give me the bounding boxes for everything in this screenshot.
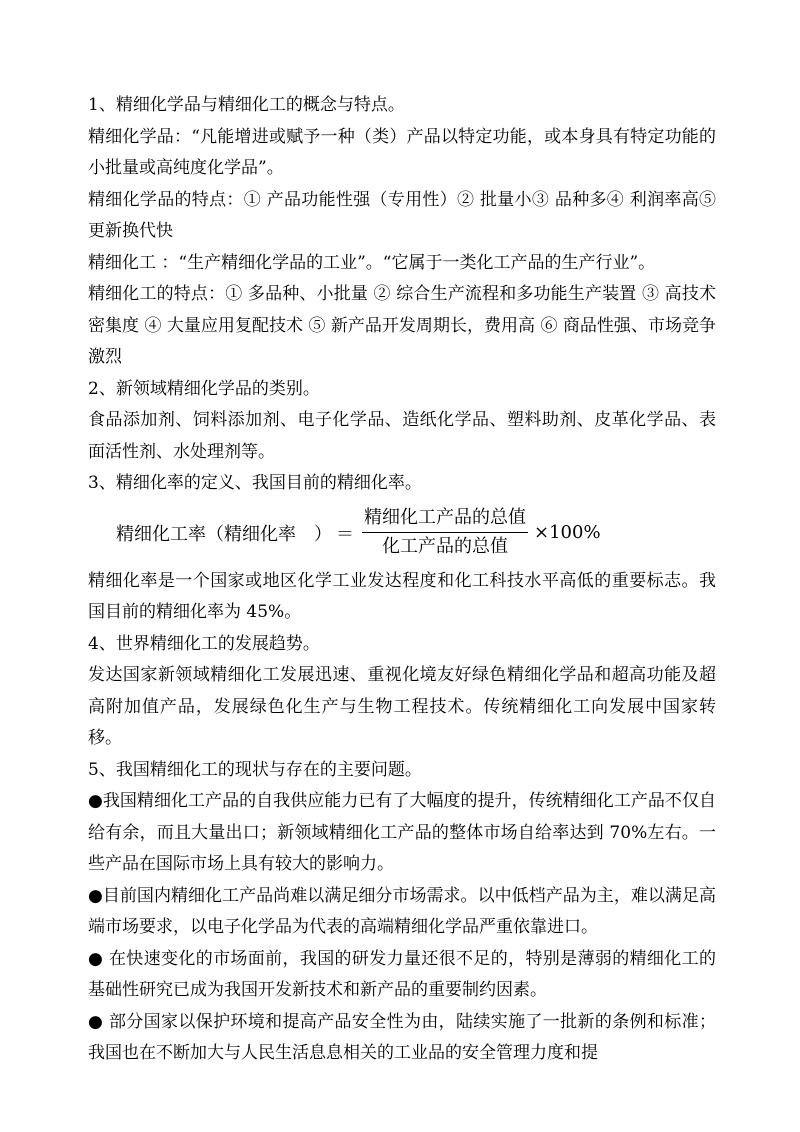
heading-4: 4、世界精细化工的发展趋势。 bbox=[88, 633, 320, 654]
status-bullet-2: ●目前国内精细化工产品尚难以满足细分市场需求。以中低档产品为主，难以满足高端市场要求，以电子化学品为代表的高端精细化学品严重依靠进口。 bbox=[88, 885, 716, 937]
formula-multiplier: ×100% bbox=[534, 522, 601, 543]
status-bullet-4: ● 部分国家以保护环境和提高产品安全性为由，陆续实施了一批新的条例和标准；我国也在不断加大与人民生活息息相关的工业品的安全管理力度和提 bbox=[88, 1011, 716, 1063]
heading-3: 3、精细化率的定义、我国目前的精细化率。 bbox=[88, 473, 422, 493]
status-bullet-3: ● 在快速变化的市场面前，我国的研发力量还很不足的，特别是薄弱的精细化工的基础性研究已成为我国开发新技术和新产品的重要制约因素。 bbox=[88, 948, 716, 1000]
formula-numerator: 精细化工产品的总值 bbox=[362, 506, 528, 533]
formula-fraction bbox=[362, 506, 528, 559]
fine-chemical-industry-definition: 精细化工 ：“生产精细化学品的工业”。“它属于一类化工产品的生产行业”。 bbox=[88, 252, 656, 273]
fine-chemical-industry-features: 精细化工的特点：① 多品种、小批量 ② 综合生产流程和多功能生产装置 ③ 高技术密集度 ④ 大量应用复配技术 ⑤ 新产品开发周期长，费用高 ⑥ 商品性强、市场竞争激烈 bbox=[88, 284, 716, 367]
fine-chemical-rate-explanation: 精细化率是一个国家或地区化学工业发达程度和化工科技水平高低的重要标志。我国目前的精细化率为 45%。 bbox=[88, 570, 716, 622]
fine-chemicals-definition: 精细化学品：“凡能增进或赋予一种（类）产品以特定功能，或本身具有特定功能的小批量或高纯度化学品”。 bbox=[88, 126, 716, 178]
fine-chemical-rate-formula bbox=[116, 500, 716, 566]
heading-1: 1、精细化学品与精细化工的概念与特点。 bbox=[88, 95, 405, 115]
heading-2: 2、新领域精细化学品的类别。 bbox=[88, 378, 320, 399]
heading-5: 5、我国精细化工的现状与存在的主要问题。 bbox=[88, 759, 422, 780]
new-field-categories: 食品添加剂、饲料添加剂、电子化学品、造纸化学品、塑料助剂、皮革化学品、表面活性剂、水处理剂等。 bbox=[88, 410, 716, 462]
fine-chemicals-features: 精细化学品的特点：① 产品功能性强（专用性）② 批量小③ 品种多④ 利润率高⑤ 更新换代快 bbox=[88, 189, 722, 241]
formula-denominator: 化工产品的总值 bbox=[382, 536, 508, 557]
formula-label: 精细化工率（精细化率 ） bbox=[116, 523, 332, 545]
formula-equals: ＝ bbox=[336, 523, 354, 545]
status-bullet-1: ●我国精细化工产品的自我供应能力已有了大幅度的提升，传统精细化工产品不仅自给有余，而且大量出口；新领域精细化工产品的整体市场自给率达到 70%左右。一些产品在国际市场上具有较大的影响力。 bbox=[88, 791, 716, 874]
world-trend-text: 发达国家新领域精细化工发展迅速、重视化境友好绿色精细化学品和超高功能及超高附加值产品，发展绿色化生产与生物工程技术。传统精细化工向发展中国家转移。 bbox=[88, 665, 716, 748]
